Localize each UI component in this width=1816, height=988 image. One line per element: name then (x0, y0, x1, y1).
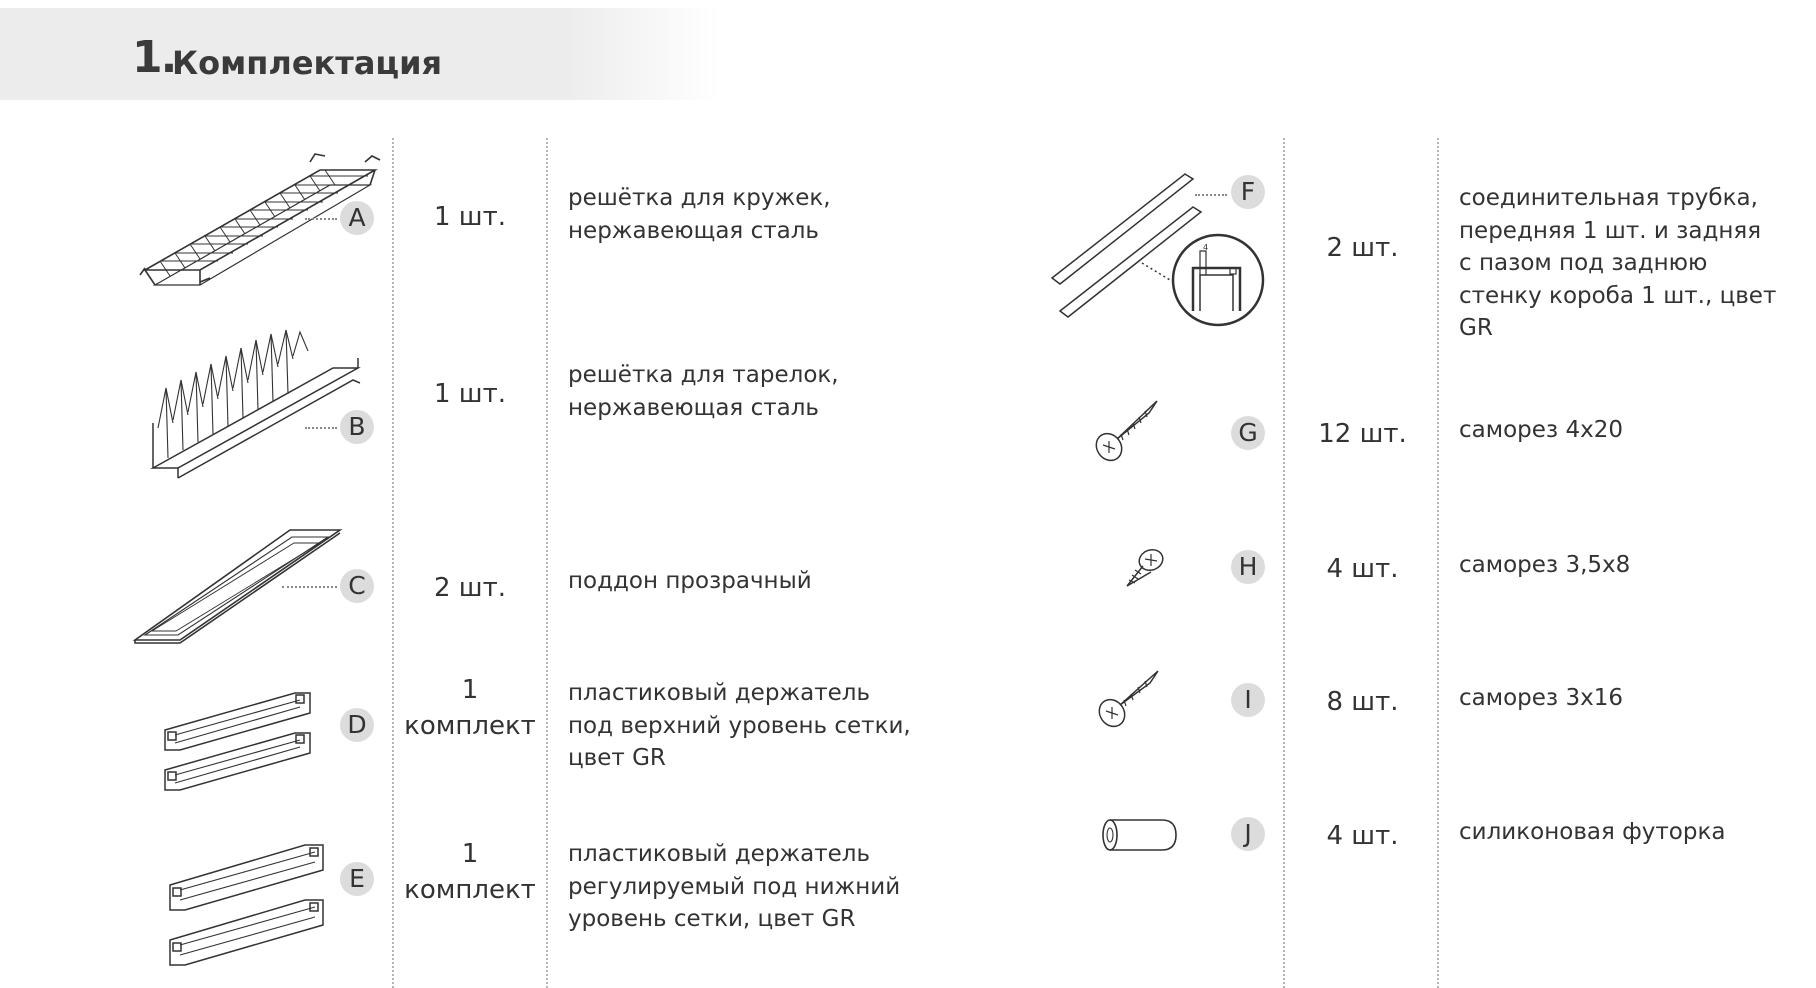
section-header (0, 8, 720, 100)
quantity-d-unit: комплект (404, 711, 536, 741)
quantity-f: 2 шт. (1326, 233, 1399, 263)
lower-holder-icon (165, 830, 330, 974)
quantity-h: 4 шт. (1326, 554, 1399, 584)
column-divider (1437, 138, 1439, 988)
description-d: пластиковый держатель под верхний уровень сетки, цвет GR (568, 680, 911, 771)
description-i: саморез 3х16 (1459, 685, 1623, 711)
quantity-c: 2 шт. (433, 573, 506, 603)
quantity-e-count: 1 (461, 839, 479, 869)
quantity-e (395, 836, 545, 908)
description-b: решётка для тарелок, нержавеющая сталь (568, 362, 839, 421)
screw-long-icon (1093, 395, 1163, 469)
leader-line (305, 218, 337, 220)
label-f: F (1231, 175, 1265, 209)
leader-line (1195, 194, 1227, 196)
label-c: C (340, 569, 374, 603)
quantity-i: 8 шт. (1326, 687, 1399, 717)
leader-line (305, 427, 337, 429)
label-i: I (1231, 683, 1265, 717)
description-h: саморез 3,5х8 (1459, 552, 1631, 578)
label-h: H (1231, 550, 1265, 584)
description-g: саморез 4х20 (1459, 417, 1623, 443)
quantity-g: 12 шт. (1318, 419, 1407, 449)
quantity-j: 4 шт. (1326, 821, 1399, 851)
section-title: Комплектация (172, 44, 443, 82)
section-number: 1. (132, 32, 176, 83)
quantity-e-unit: комплект (404, 875, 536, 905)
label-b: B (340, 410, 374, 444)
column-divider (546, 138, 548, 988)
description-f: соединительная трубка, передняя 1 шт. и задняя с пазом под заднюю стенку короба 1 шт., цвет GR (1459, 185, 1777, 341)
description-c: поддон прозрачный (568, 568, 812, 594)
silicone-plug-icon (1100, 815, 1180, 859)
label-e: E (340, 862, 374, 896)
label-a: A (340, 201, 374, 235)
label-j: J (1231, 817, 1265, 851)
column-divider (1283, 138, 1285, 988)
leader-line (282, 586, 337, 588)
quantity-a: 1 шт. (433, 202, 506, 232)
quantity-b: 1 шт. (433, 379, 506, 409)
tube-detail-label: 4 (1203, 243, 1209, 252)
column-divider (392, 138, 394, 988)
plate-rack-icon (148, 328, 368, 492)
quantity-d-count: 1 (461, 675, 479, 705)
description-j: силиконовая футорка (1459, 819, 1726, 845)
label-d: D (340, 708, 374, 742)
screw-short-icon (1123, 546, 1168, 595)
description-e: пластиковый держатель регулируемый под нижний уровень сетки, цвет GR (568, 841, 901, 932)
screw-medium-icon (1098, 665, 1163, 734)
upper-holder-icon (160, 685, 320, 799)
description-a: решётка для кружек, нержавеющая сталь (568, 185, 831, 244)
quantity-d (395, 672, 545, 744)
label-g: G (1231, 416, 1265, 450)
